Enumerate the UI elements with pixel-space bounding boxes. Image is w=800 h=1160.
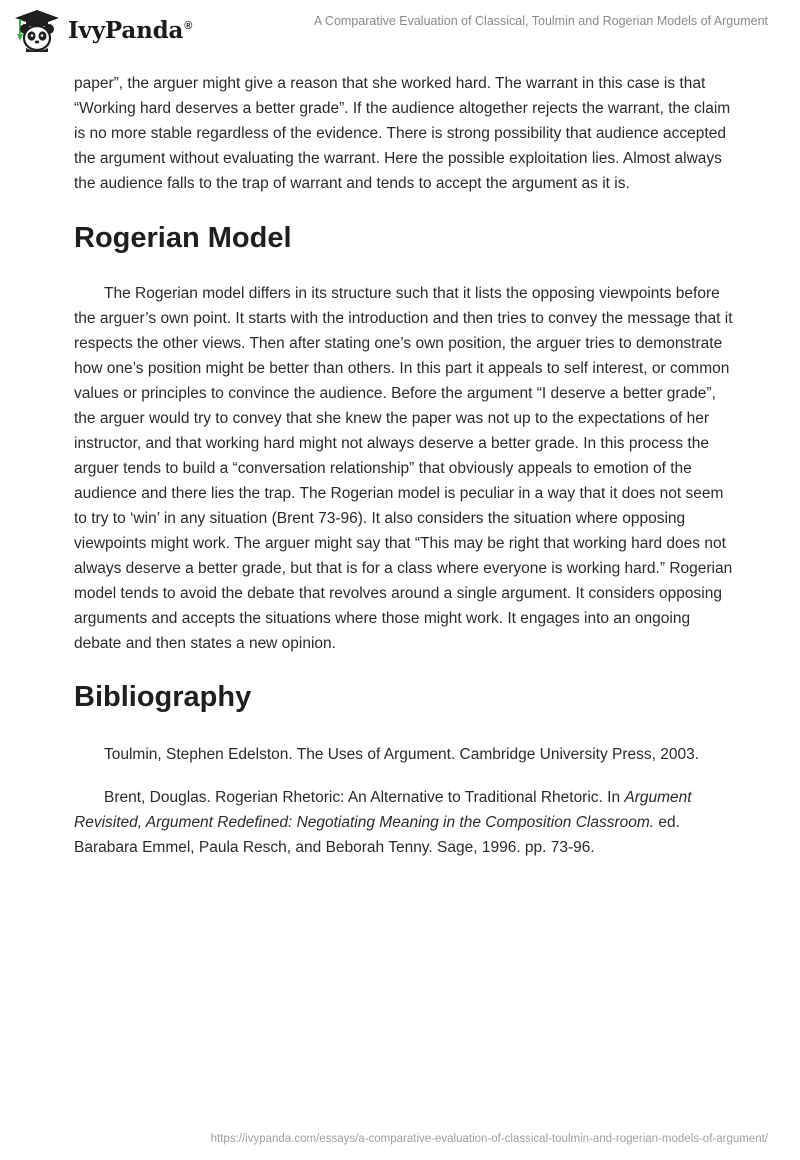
bibliography-entry [74, 785, 734, 860]
bib-entry-title: Argument Revisited, Argument Redefined: Negotiating Meaning in the Composition Classroom. [74, 789, 692, 831]
document-title: A Comparative Evaluation of Classical, Toulmin and Rogerian Models of Argument [313, 14, 768, 28]
essay-body [74, 71, 734, 860]
logo-wordmark [68, 17, 192, 44]
footer-url[interactable]: https://ivypanda.com/essays/a-comparative-evaluation-of-classical-toulmin-and-rogerian-models-of-argument/ [210, 1133, 768, 1145]
bibliography-heading: Bibliography [74, 681, 252, 713]
bib-entry-text: Brent, Douglas. Rogerian Rhetoric: An Alternative to Traditional Rhetoric. In [104, 789, 625, 806]
panda-graduate-icon [12, 8, 62, 52]
logo-text: IvyPanda [68, 16, 184, 44]
bibliography-entry: Toulmin, Stephen Edelston. The Uses of Argument. Cambridge University Press, 2003. [104, 746, 700, 763]
rogerian-heading: Rogerian Model [74, 222, 292, 254]
page-header [0, 0, 800, 70]
ivypanda-logo[interactable] [12, 8, 192, 52]
rogerian-paragraph: The Rogerian model differs in its structure such that it lists the opposing viewpoints before the arguer’s own point. It starts with the introduction and then tries to convey the message that it respects the other views. Then after stating one’s own position, the arguer tries to demonstrate how one’s position might be better than others. In this part it appeals to self interest, or common values or principles to convince the audience. Before the argument “I deserve a better grade”, the arguer would try to convey that she knew the paper was not up to the expectations of her instructor, and that working hard might not always deserve a better grade. In this process the arguer tends to build a “conversation relationship” that obviously appeals to emotion of the audience and there lies the trap. The Rogerian model is peculiar in a way that it does not seem to try to ‘win’ in any situation (Brent 73-96). It also considers the situation where opposing viewpoints might work. The arguer might say that “This may be right that working hard does not always deserve a better grade, but that is for a class where everyone is working hard.” Rogerian model tends to avoid the debate that revolves around a single argument. It considers opposing arguments and accepts the situations where those might work. It engages into an ongoing debate and then states a new opinion. [74, 285, 733, 652]
bib-entry-text: ed. Barabara Emmel, Paula Resch, and Beborah Tenny. Sage, 1996. pp. 73-96. [74, 814, 680, 856]
intro-paragraph: paper”, the arguer might give a reason that she worked hard. The warrant in this case is that “Working hard deserves a better grade”. If the audience altogether rejects the warrant, the claim is no more stable regardless of the evidence. There is strong possibility that audience accepted the argument without evaluating the warrant. Here the possible exploitation lies. Almost always the audience falls to the trap of warrant and tends to accept the argument as it is. [74, 75, 731, 192]
registered-mark: ® [184, 19, 193, 32]
